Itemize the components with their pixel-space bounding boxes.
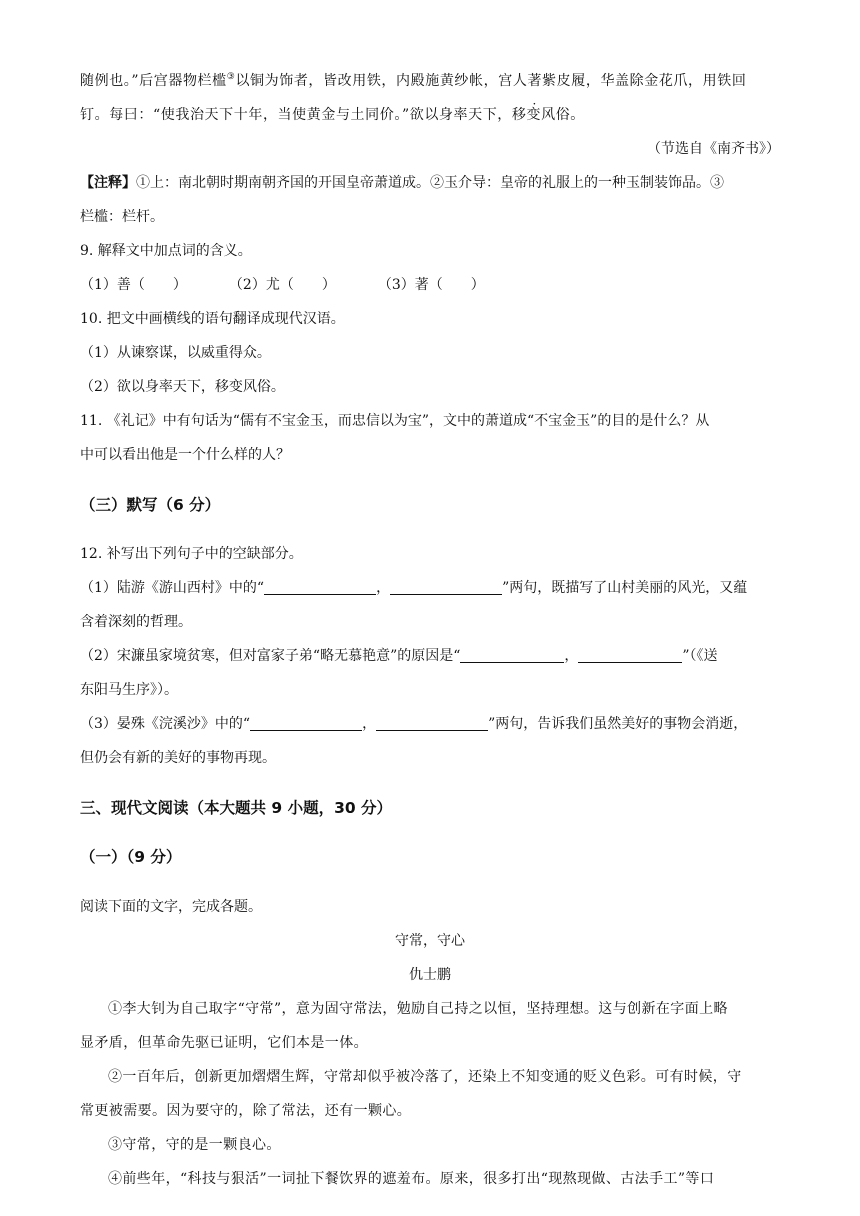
text-segment: ， <box>376 580 391 596</box>
answer-blank[interactable] <box>264 580 376 595</box>
annotation-text: ①上：南北朝时期南朝齐国的开国皇帝萧道成。②玉介导：皇帝的礼服上的一种玉制装饰品。③ <box>136 175 724 191</box>
text-segment: ”（《送 <box>682 648 718 664</box>
annotation-continued: 栏槛：栏杆。 <box>80 209 164 225</box>
text-segment: ， <box>362 716 377 732</box>
annotation <box>80 166 780 200</box>
article-paragraph-2-cont: 常更被需要。因为要守的，除了常法，还有一颗心。 <box>80 1102 412 1119</box>
question-9-options <box>80 268 780 302</box>
dotted-word: 著 <box>527 73 543 89</box>
text-segment: （2）宋濂虽家境贫寒，但对富家子弟“略无慕艳意”的原因是“ <box>80 648 461 664</box>
q9-option: （2）尤（ ） <box>228 277 336 293</box>
article-paragraph-2: ②一百年后，创新更加熠熠生辉，守常却似乎被冷落了，还染上不知变通的贬义色彩。可有时候，守 <box>108 1068 742 1085</box>
answer-blank[interactable] <box>390 580 502 595</box>
question-12-item-3-cont: 但仍会有新的美好的事物再现。 <box>80 750 276 766</box>
text-segment: （3）晏殊《浣溪沙》中的“ <box>80 716 251 732</box>
question-11-line-1: 11. 《礼记》中有句话为“儒有不宝金玉，而忠信以为宝”，文中的萧道成“不宝金玉”的目的是什么？从 <box>80 413 710 429</box>
source-citation: （节选自《南齐书》） <box>647 141 780 157</box>
question-9-stem: 9. 解释文中加点词的含义。 <box>80 243 252 259</box>
subsection-one-heading: （一）（9 分） <box>80 848 182 866</box>
question-12-item-2-cont: 东阳马生序》）。 <box>80 682 178 698</box>
answer-blank[interactable] <box>250 716 362 731</box>
article-paragraph-4: ④前些年，“科技与狠活”一词扯下餐饮界的遮羞布。原来，很多打出“现熬现做、古法手工”等口 <box>108 1170 715 1187</box>
text-segment: ”两句，既描写了山村美丽的风光，又蕴 <box>502 580 748 596</box>
question-10-item-1: （1）从谏察谋，以威重得众。 <box>80 345 271 361</box>
text-segment: 以铜为饰者，皆改用铁，内殿施黄纱帐，宫人 <box>235 73 528 89</box>
note-marker: ③ <box>226 72 236 82</box>
section-modern-reading-heading: 三、现代文阅读（本大题共 9 小题，30 分） <box>80 798 393 817</box>
question-12-item-1-cont: 含着深刻的哲理。 <box>80 614 192 630</box>
answer-blank[interactable] <box>578 648 682 663</box>
q9-option: （1）善（ ） <box>80 277 187 293</box>
text-segment: 随例也。”后宫器物栏槛 <box>80 73 227 89</box>
article-paragraph-3: ③守常，守的是一颗良心。 <box>108 1136 281 1153</box>
answer-blank[interactable] <box>460 648 564 663</box>
article-paragraph-1-cont: 显矛盾，但革命先驱已证明，它们本是一体。 <box>80 1034 368 1051</box>
q9-option: （3）著（ ） <box>377 277 485 293</box>
exam-page <box>80 60 780 1196</box>
text-segment: ， <box>564 648 579 664</box>
question-10-item-2: （2）欲以身率天下，移变风俗。 <box>80 379 285 395</box>
classical-text-line-2: 钉。每曰：“使我治天下十年，当使黄金与土同价。”欲以身率天下，移变风俗。 <box>80 107 585 123</box>
reading-instruction: 阅读下面的文字，完成各题。 <box>80 898 262 915</box>
annotation-label: 【注释】 <box>80 175 136 191</box>
text-segment: ”两句，告诉我们虽然美好的事物会消逝， <box>488 716 748 732</box>
question-12-item-3 <box>80 707 780 741</box>
text-segment: （1）陆游《游山西村》中的“ <box>80 580 265 596</box>
question-11-line-2: 中可以看出他是一个什么样的人？ <box>80 447 290 463</box>
article-author: 仇士鹏 <box>409 966 451 983</box>
article-title: 守常，守心 <box>395 932 465 949</box>
classical-text-line-1 <box>80 60 780 98</box>
text-segment: 紫皮履，华盖除金花爪，用铁回 <box>542 73 747 89</box>
question-10-stem: 10. 把文中画横线的语句翻译成现代汉语。 <box>80 311 345 327</box>
answer-blank[interactable] <box>376 716 488 731</box>
question-12-item-1 <box>80 571 780 605</box>
question-12-stem: 12. 补写出下列句子中的空缺部分。 <box>80 546 303 562</box>
section-dictation-heading: （三）默写（6 分） <box>80 495 221 514</box>
article-paragraph-1: ①李大钊为自己取字“守常”，意为固守常法，勉励自己持之以恒，坚持理想。这与创新在字面上略 <box>108 1000 728 1017</box>
question-12-item-2 <box>80 639 780 673</box>
